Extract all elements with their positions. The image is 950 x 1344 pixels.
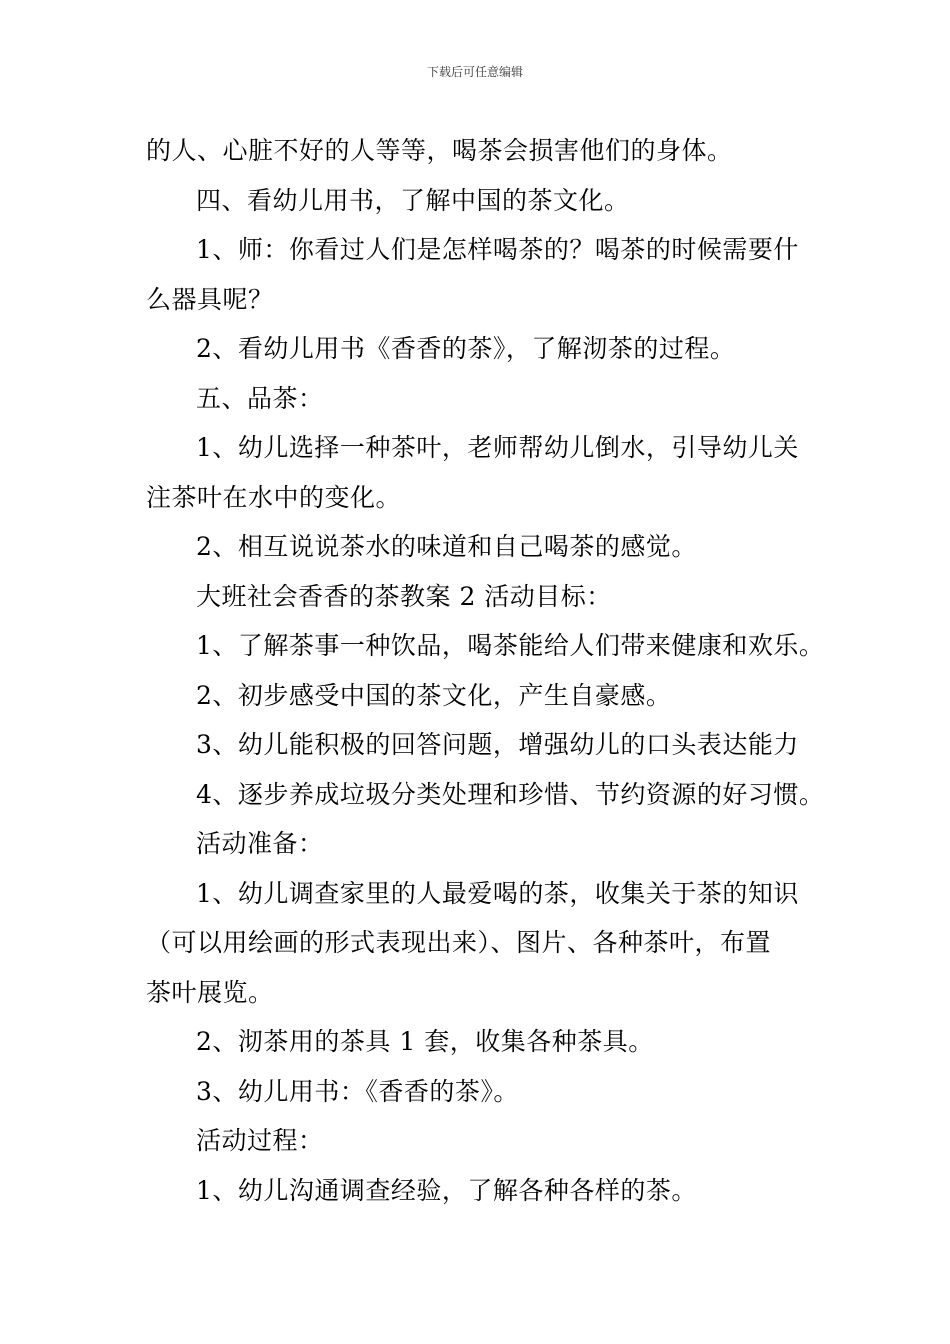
list-item: 1、幼儿沟通调查经验，了解各种各样的茶。 [196, 1175, 697, 1205]
section-heading: 五、品茶： [196, 383, 324, 413]
text-line: 么器具呢？ [146, 284, 274, 314]
section-heading: 活动过程： [196, 1126, 324, 1155]
section-heading: 活动准备： [196, 829, 324, 858]
text-line: 茶叶展览。 [146, 977, 274, 1007]
list-item: 3、幼儿能积极的回答问题，增强幼儿的口头表达能力 [196, 730, 799, 759]
text-line: （可以用绘画的形式表现出来）、图片、各种茶叶，布置 [146, 928, 772, 957]
text-line: 注茶叶在水中的变化。 [146, 482, 402, 512]
list-item: 2、初步感受中国的茶文化，产生自豪感。 [196, 680, 672, 710]
list-item: 2、看幼儿用书《香香的茶》，了解沏茶的过程。 [196, 334, 736, 363]
list-item: 1、幼儿选择一种茶叶，老师帮幼儿倒水，引导幼儿关 [196, 433, 799, 462]
list-item: 1、师：你看过人们是怎样喝茶的？喝茶的时候需要什 [196, 235, 799, 264]
list-item: 2、沏茶用的茶具 1 套，收集各种茶具。 [196, 1027, 654, 1056]
list-item: 3、幼儿用书：《香香的茶》。 [196, 1076, 519, 1106]
document-body [146, 126, 826, 1215]
list-item: 1、了解茶事一种饮品，喝茶能给人们带来健康和欢乐。 [196, 631, 825, 660]
section-heading: 四、看幼儿用书，了解中国的茶文化。 [196, 185, 630, 215]
list-item: 4、逐步养成垃圾分类处理和珍惜、节约资源的好习惯。 [196, 779, 825, 809]
text-line: 的人、心脏不好的人等等，喝茶会损害他们的身体。 [146, 136, 733, 165]
list-item: 1、幼儿调查家里的人最爱喝的茶，收集关于茶的知识 [196, 878, 799, 908]
section-heading: 大班社会香香的茶教案 2 活动目标： [196, 581, 612, 611]
list-item: 2、相互说说茶水的味道和自己喝茶的感觉。 [196, 532, 697, 561]
page-header: 下载后可任意编辑 [426, 65, 523, 79]
